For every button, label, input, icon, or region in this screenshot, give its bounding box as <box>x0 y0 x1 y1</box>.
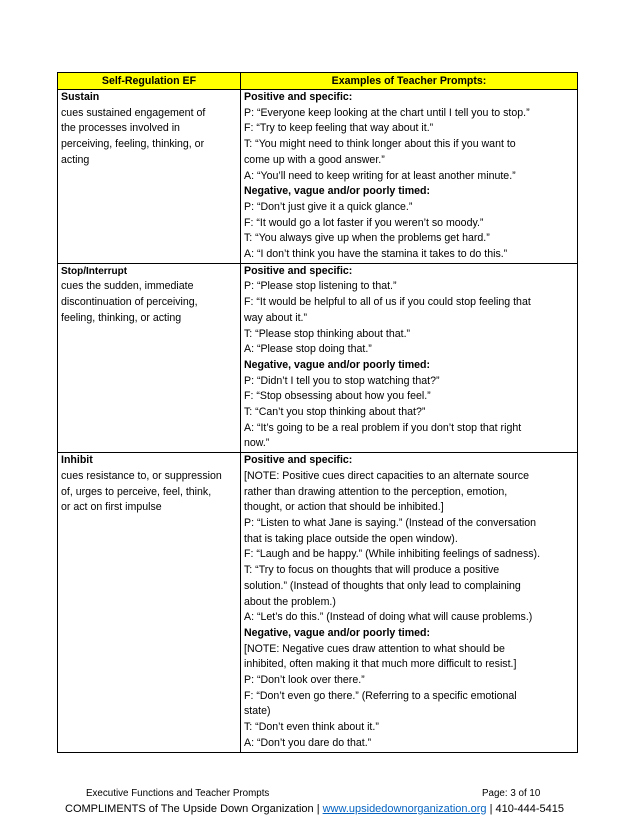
positive-prompt-line: P: “Everyone keep looking at the chart until I tell you to stop.” <box>244 106 530 119</box>
positive-prompt-line: way about it.” <box>244 311 308 324</box>
positive-prompt-line: about the problem.) <box>244 595 336 608</box>
negative-prompt-line: inhibited, often making it that much more difficult to resist.] <box>244 658 517 671</box>
negative-prompt-line: F: “It would go a lot faster if you weren’t so moody.” <box>244 216 484 229</box>
positive-prompt-line: T: “Try to focus on thoughts that will produce a positive <box>244 564 500 577</box>
negative-prompt-line: T: “Don’t even think about it.” <box>244 721 379 734</box>
negative-prompt-line: F: “Don’t even go there.” (Referring to a specific emotional <box>244 689 517 702</box>
positive-prompt-line: solution.” (Instead of thoughts that only lead to complaining <box>244 579 521 592</box>
footer-separator: | <box>316 803 320 815</box>
footer-page-number: Page: 3 of 10 <box>482 788 541 799</box>
ef-description-line: cues sustained engagement of <box>61 106 206 119</box>
ef-description-line: perceiving, feeling, thinking, or <box>61 138 205 151</box>
negative-prompt-line: A: “It’s going to be a real problem if you don’t stop that right <box>244 421 522 434</box>
header-prompts: Examples of Teacher Prompts: <box>241 73 578 90</box>
positive-prompt-line: T: “Please stop thinking about that.” <box>244 327 411 340</box>
prompts-cell <box>241 263 578 452</box>
negative-prompt-line: [NOTE: Negative cues draw attention to what should be <box>244 642 505 655</box>
footer-website-link[interactable]: www.upsidedownorganization.org <box>322 803 487 815</box>
negative-prompt-line: P: “Don’t look over there.” <box>244 674 365 687</box>
header-ef: Self-Regulation EF <box>58 73 241 90</box>
negative-prompt-line: state) <box>244 705 271 718</box>
positive-prompt-line: F: “It would be helpful to all of us if you could stop feeling that <box>244 296 531 309</box>
negative-prompt-line: now.” <box>244 437 270 450</box>
positive-title: Positive and specific: <box>244 91 353 103</box>
negative-title: Negative, vague and/or poorly timed: <box>244 626 431 639</box>
positive-prompt-line: T: “You might need to think longer about this if you want to <box>244 138 516 151</box>
table-row <box>58 453 578 752</box>
negative-title: Negative, vague and/or poorly timed: <box>244 185 431 198</box>
ef-description-line: discontinuation of perceiving, <box>61 296 198 309</box>
positive-title: Positive and specific: <box>244 264 353 277</box>
negative-prompt-line: T: “Can’t you stop thinking about that?” <box>244 406 426 419</box>
table-header-row <box>58 73 578 90</box>
ef-description-line: acting <box>61 153 90 166</box>
negative-prompt-line: P: “Don’t just give it a quick glance.” <box>244 200 413 213</box>
ef-description-line: feeling, thinking, or acting <box>61 311 182 324</box>
footer-phone: 410-444-5415 <box>495 803 564 815</box>
footer-doc-title: Executive Functions and Teacher Prompts <box>86 788 270 799</box>
footer-top <box>0 788 638 802</box>
negative-prompt-line: A: “I don’t think you have the stamina it takes to do this.” <box>244 248 508 261</box>
positive-prompt-line: A: “Please stop doing that.” <box>244 343 372 356</box>
negative-prompt-line: T: “You always give up when the problems get hard.” <box>244 232 490 245</box>
positive-prompt-line: A: “Let’s do this.” (Instead of doing what will cause problems.) <box>244 611 533 624</box>
negative-prompt-line: A: “Don’t you dare do that.” <box>244 736 372 749</box>
footer-separator: | <box>489 803 493 815</box>
positive-prompt-line: come up with a good answer.” <box>244 153 385 166</box>
table-row <box>58 263 578 452</box>
ef-description-line: cues the sudden, immediate <box>61 280 194 293</box>
positive-prompt-line: [NOTE: Positive cues direct capacities to an alternate source <box>244 469 529 482</box>
prompts-cell <box>241 453 578 752</box>
positive-prompt-line: thought, or action that should be inhibited.] <box>244 501 444 514</box>
negative-title: Negative, vague and/or poorly timed: <box>244 358 431 371</box>
ef-cell <box>58 263 241 452</box>
positive-prompt-line: that is taking place outside the open window). <box>244 532 458 545</box>
ef-name: Inhibit <box>61 454 93 467</box>
positive-prompt-line: rather than drawing attention to the perception, emotion, <box>244 485 508 498</box>
positive-title: Positive and specific: <box>244 454 353 467</box>
negative-prompt-line: P: “Didn’t I tell you to stop watching that?” <box>244 374 440 387</box>
ef-description-line: the processes involved in <box>61 122 180 135</box>
positive-prompt-line: F: “Laugh and be happy.” (While inhibiting feelings of sadness). <box>244 548 541 561</box>
table-row <box>58 90 578 264</box>
negative-prompt-line: F: “Stop obsessing about how you feel.” <box>244 390 431 403</box>
ef-name: Sustain <box>61 91 100 103</box>
teacher-prompts-table <box>57 72 578 753</box>
ef-description-line: or act on first impulse <box>61 501 162 514</box>
ef-name: Stop/Interrupt <box>61 265 128 277</box>
ef-description-line: of, urges to perceive, feel, think, <box>61 485 212 498</box>
positive-prompt-line: A: “You’ll need to keep writing for at least another minute.” <box>244 169 516 182</box>
positive-prompt-line: F: “Try to keep feeling that way about it.” <box>244 122 434 135</box>
footer-compliments: COMPLIMENTS of The Upside Down Organization <box>65 803 314 815</box>
ef-description-line: cues resistance to, or suppression <box>61 469 222 482</box>
positive-prompt-line: P: “Listen to what Jane is saying.” (Instead of the conversation <box>244 516 537 529</box>
positive-prompt-line: P: “Please stop listening to that.” <box>244 280 397 293</box>
prompts-cell <box>241 90 578 264</box>
ef-cell <box>58 453 241 752</box>
ef-cell <box>58 90 241 264</box>
